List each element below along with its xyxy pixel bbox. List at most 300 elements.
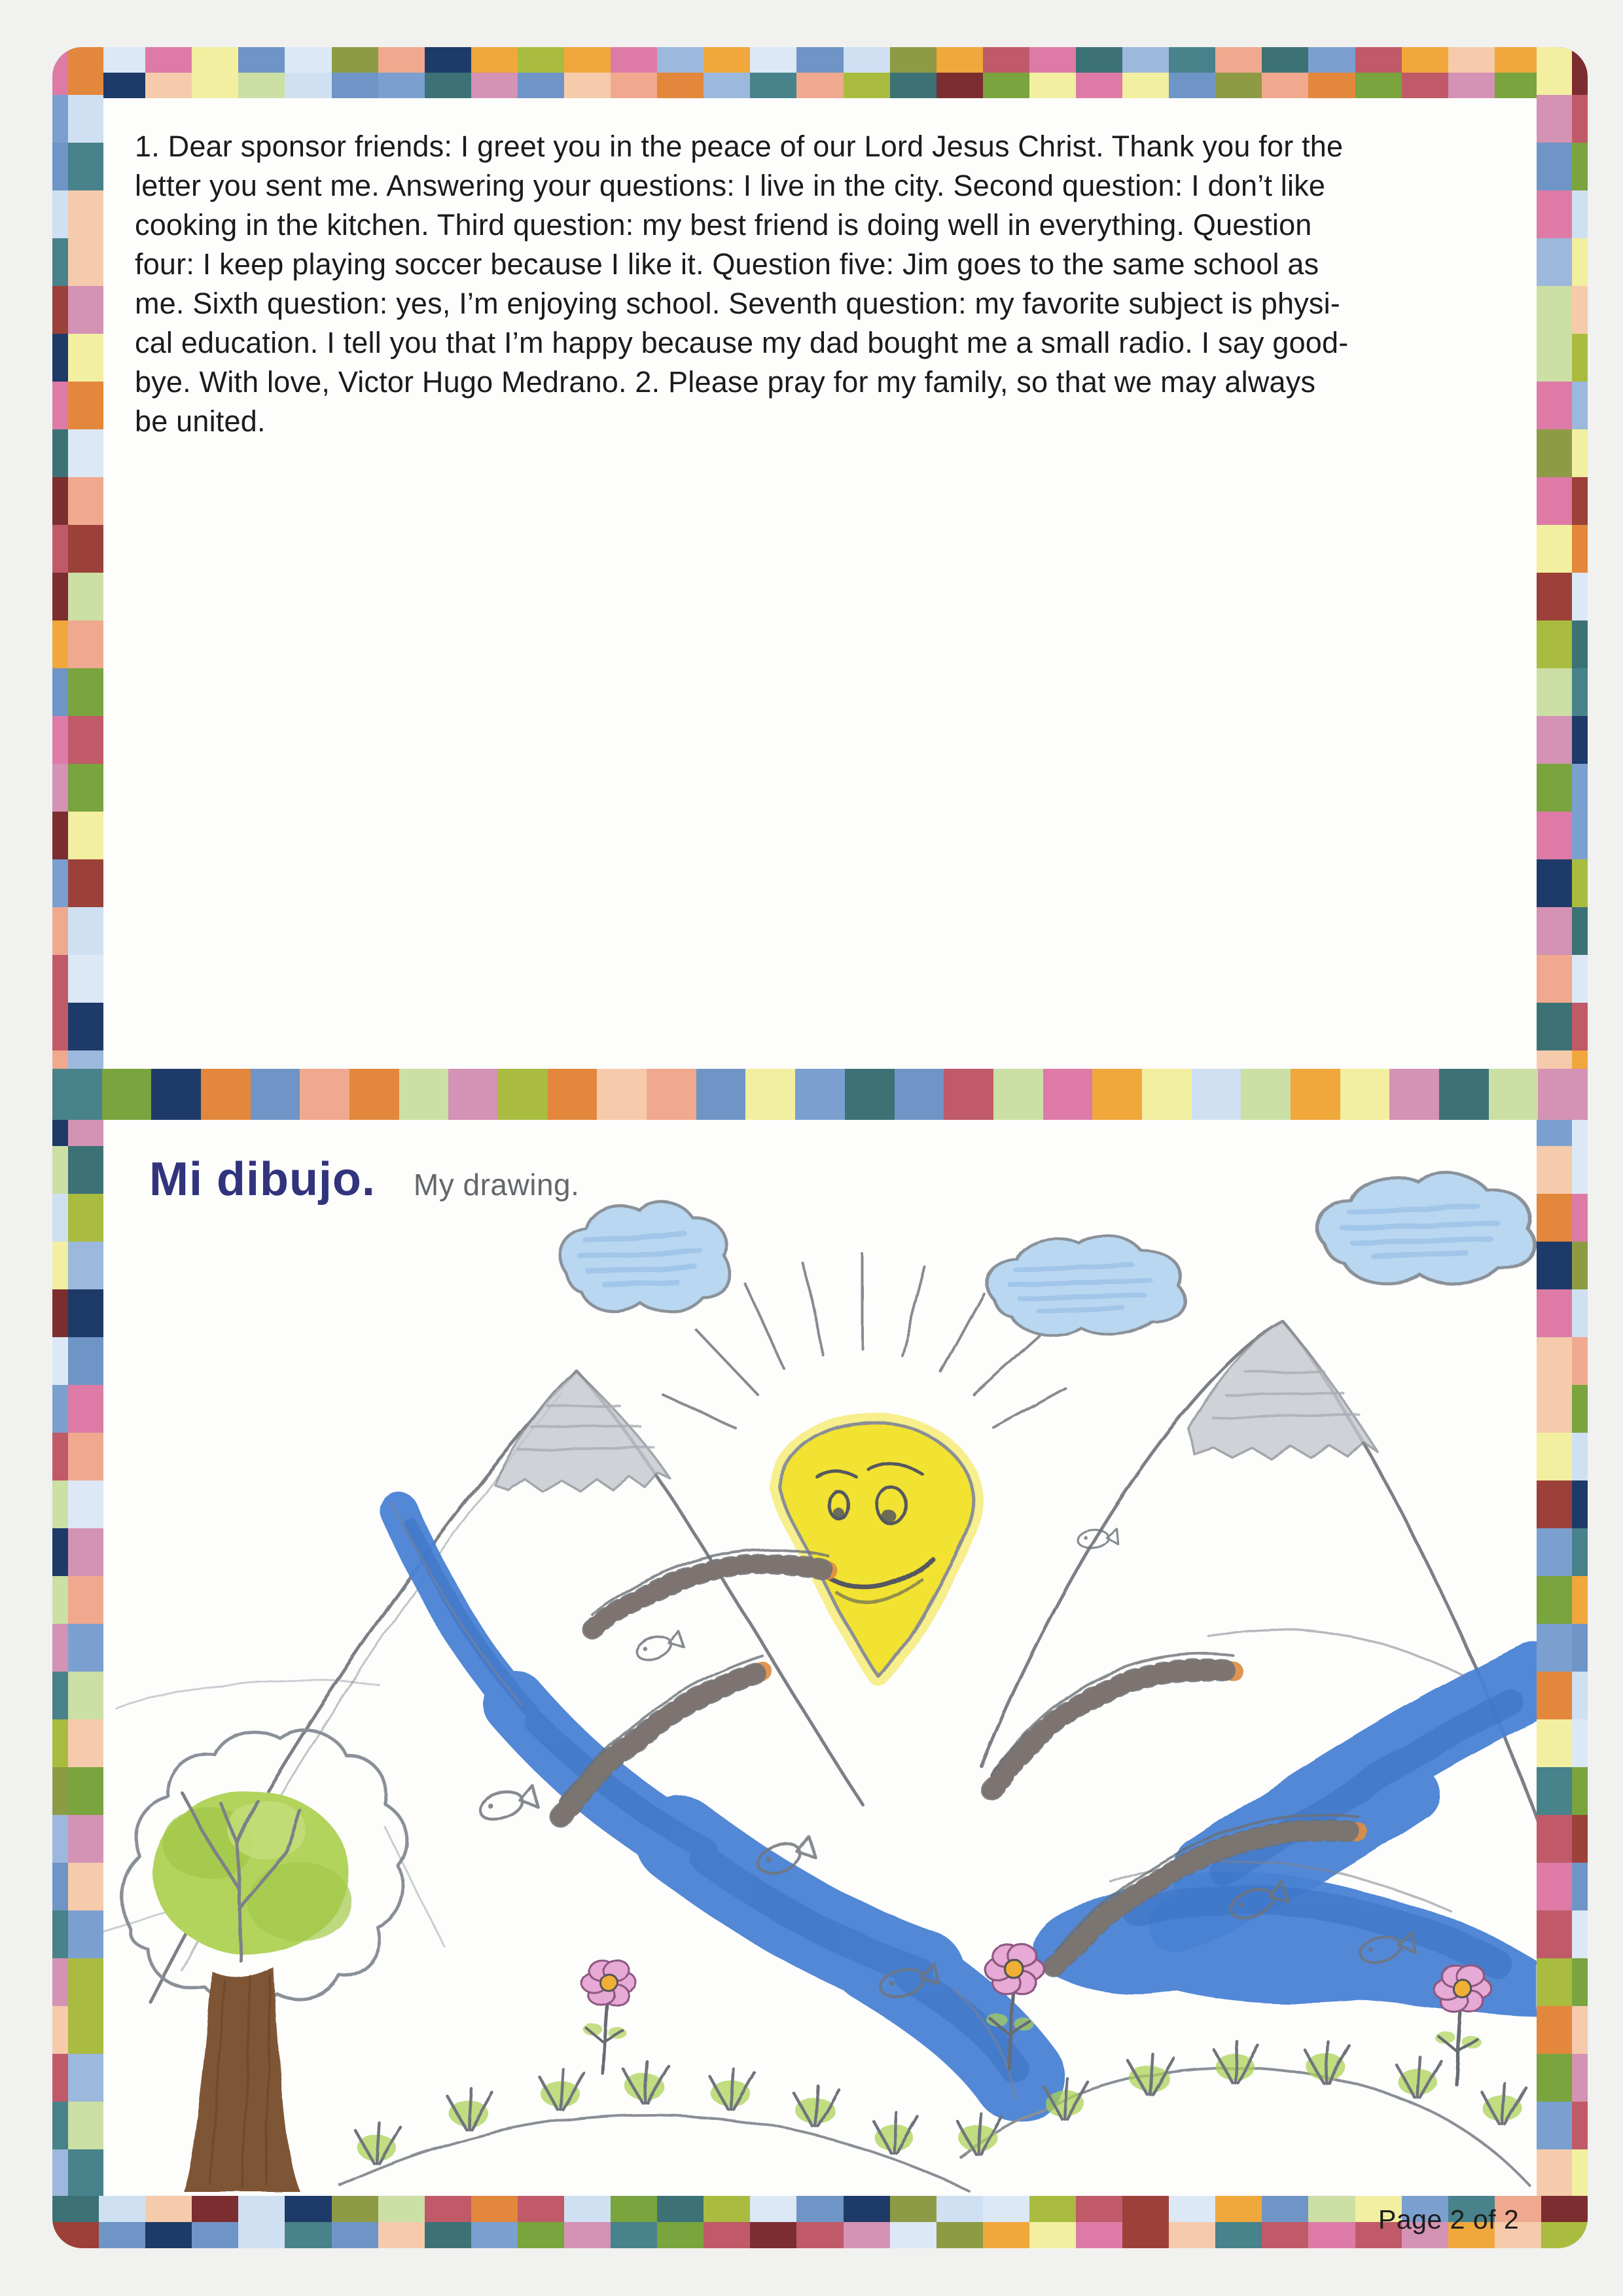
- mosaic-tile: [1495, 73, 1541, 98]
- mosaic-tile: [68, 2054, 103, 2102]
- mosaic-tile: [1537, 286, 1572, 334]
- mosaic-tile: [68, 620, 103, 668]
- mosaic-tile: [1572, 47, 1588, 95]
- mosaic-tile: [1572, 907, 1588, 955]
- mosaic-tile: [52, 764, 68, 812]
- mosaic-tile: [944, 1069, 993, 1120]
- mosaic-tile: [1537, 1289, 1572, 1337]
- mosaic-tile: [378, 2196, 425, 2222]
- mosaic-tile: [52, 1910, 68, 1958]
- mosaic-tile: [1495, 47, 1541, 73]
- mosaic-tile: [1572, 143, 1588, 190]
- mosaic-tile: [1076, 2196, 1122, 2222]
- mosaic-tile: [795, 1069, 845, 1120]
- mosaic-tile: [68, 1003, 103, 1050]
- mosaic-tile: [845, 1069, 895, 1120]
- mosaic-tile: [1537, 812, 1572, 859]
- mosaic-tile: [1537, 1480, 1572, 1528]
- mosaic-tile: [68, 47, 103, 95]
- letter-panel: [103, 98, 1537, 1069]
- mosaic-tile: [1537, 1767, 1572, 1815]
- letter-card: [52, 47, 1588, 2248]
- mosaic-tile: [1537, 668, 1572, 716]
- mosaic-tile: [796, 73, 843, 98]
- mosaic-tile: [471, 47, 518, 73]
- mosaic-tile: [52, 1719, 68, 1767]
- mosaic-divider-band: [52, 1069, 1588, 1120]
- mosaic-tile: [192, 2196, 238, 2222]
- mosaic-tile: [890, 47, 936, 73]
- mosaic-tile: [425, 2222, 471, 2248]
- mosaic-tile: [1029, 2222, 1076, 2248]
- mosaic-tile: [548, 1069, 597, 1120]
- mosaic-tile: [1572, 190, 1588, 238]
- mosaic-tile: [52, 812, 68, 859]
- mosaic-tile: [52, 1863, 68, 1910]
- mosaic-tile: [52, 2149, 68, 2197]
- mosaic-tile: [52, 47, 68, 95]
- mosaic-tile: [1537, 1958, 1572, 2006]
- drawing-hills: [340, 2067, 1537, 2193]
- mosaic-tile: [844, 2196, 890, 2222]
- mosaic-tile: [52, 2222, 99, 2248]
- drawing-header: [149, 1153, 579, 1206]
- mosaic-tile: [68, 907, 103, 955]
- mosaic-tile: [52, 1576, 68, 1624]
- mosaic-tile: [68, 1480, 103, 1528]
- mosaic-tile: [68, 812, 103, 859]
- mosaic-tile: [983, 2196, 1029, 2222]
- mosaic-tile: [1402, 73, 1448, 98]
- mosaic-tile: [611, 47, 657, 73]
- mosaic-tile: [99, 47, 145, 73]
- mosaic-tile: [1541, 2222, 1588, 2248]
- mosaic-border-bottom: [52, 2196, 1588, 2248]
- drawing-cloud-middle: [987, 1236, 1184, 1335]
- mosaic-tile: [68, 1672, 103, 1719]
- mosaic-tile: [52, 2102, 68, 2149]
- mosaic-tile: [68, 1528, 103, 1576]
- mosaic-tile: [68, 668, 103, 716]
- mosaic-tile: [1572, 334, 1588, 382]
- mosaic-tile: [68, 1958, 103, 2006]
- mosaic-tile: [52, 429, 68, 477]
- mosaic-tile: [1572, 1433, 1588, 1480]
- page-number-label: Page 2 of 2: [1378, 2204, 1520, 2234]
- mosaic-tile: [378, 2222, 425, 2248]
- mosaic-tile: [52, 525, 68, 573]
- mosaic-tile: [647, 1069, 696, 1120]
- mosaic-tile: [52, 2196, 99, 2222]
- mosaic-tile: [52, 95, 68, 143]
- mosaic-tile: [68, 1719, 103, 1767]
- mosaic-tile: [1537, 1003, 1572, 1050]
- mosaic-tile: [1572, 1958, 1588, 2006]
- mosaic-tile: [1402, 47, 1448, 73]
- mosaic-tile: [471, 73, 518, 98]
- mosaic-tile: [52, 1624, 68, 1672]
- mosaic-tile: [1537, 1910, 1572, 1958]
- child-crayon-drawing: [103, 1120, 1537, 2196]
- mosaic-tile: [285, 2222, 331, 2248]
- mosaic-tile: [68, 334, 103, 382]
- mosaic-tile: [448, 1069, 498, 1120]
- mosaic-tile: [983, 47, 1029, 73]
- mosaic-tile: [52, 1003, 68, 1050]
- mosaic-tile: [1169, 2222, 1215, 2248]
- mosaic-tile: [1572, 286, 1588, 334]
- mosaic-tile: [52, 1146, 68, 1194]
- mosaic-tile: [518, 2196, 564, 2222]
- mosaic-tile: [564, 2196, 611, 2222]
- mosaic-tile: [99, 2222, 145, 2248]
- mosaic-tile: [1537, 620, 1572, 668]
- mosaic-tile: [750, 2196, 796, 2222]
- mosaic-tile: [52, 859, 68, 907]
- mosaic-tile: [564, 2222, 611, 2248]
- mosaic-tile: [1537, 429, 1572, 477]
- mosaic-tile: [1572, 1385, 1588, 1433]
- mosaic-tile: [52, 668, 68, 716]
- mosaic-tile: [332, 2196, 378, 2222]
- mosaic-tile: [52, 1242, 68, 1289]
- mosaic-tile: [704, 2222, 750, 2248]
- mosaic-tile: [99, 2196, 145, 2222]
- mosaic-tile: [68, 1289, 103, 1337]
- mosaic-tile: [68, 1337, 103, 1385]
- mosaic-tile: [1355, 47, 1402, 73]
- mosaic-tile: [68, 2006, 103, 2054]
- mosaic-tile: [1291, 1069, 1340, 1120]
- mosaic-tile: [1076, 2222, 1122, 2248]
- mosaic-tile: [52, 716, 68, 764]
- mosaic-tile: [936, 73, 983, 98]
- mosaic-tile: [52, 286, 68, 334]
- mosaic-tile: [895, 1069, 944, 1120]
- mosaic-tile: [844, 2222, 890, 2248]
- drawing-tree: [122, 1731, 407, 2191]
- drawing-cloud-right: [1317, 1174, 1535, 1283]
- mosaic-tile: [399, 1069, 449, 1120]
- mosaic-tile: [796, 47, 843, 73]
- mosaic-border-top: [52, 47, 1588, 98]
- mosaic-tile: [1537, 143, 1572, 190]
- mosaic-tile: [1537, 859, 1572, 907]
- mosaic-tile: [518, 47, 564, 73]
- mosaic-tile: [1572, 716, 1588, 764]
- mosaic-tile: [285, 47, 331, 73]
- mosaic-tile: [1537, 1528, 1572, 1576]
- letter-line: me. Sixth question: yes, I’m enjoying school. Seventh question: my favorite subject is physi-: [135, 287, 1340, 320]
- mosaic-border-left: [52, 47, 103, 2248]
- mosaic-tile: [657, 2196, 704, 2222]
- mosaic-tile: [611, 2222, 657, 2248]
- mosaic-tile: [1169, 47, 1215, 73]
- mosaic-tile: [52, 1194, 68, 1242]
- mosaic-tile: [1572, 2102, 1588, 2149]
- mosaic-tile: [68, 1624, 103, 1672]
- mosaic-tile: [1122, 2222, 1169, 2248]
- mosaic-tile: [1439, 1069, 1489, 1120]
- mosaic-tile: [1537, 955, 1572, 1003]
- mosaic-tile: [936, 2196, 983, 2222]
- mosaic-tile: [704, 73, 750, 98]
- mosaic-tile: [611, 2196, 657, 2222]
- mosaic-tile: [1537, 2102, 1572, 2149]
- mosaic-tile: [1572, 525, 1588, 573]
- mosaic-tile: [52, 1767, 68, 1815]
- mosaic-tile: [1122, 73, 1169, 98]
- mosaic-tile: [1537, 1624, 1572, 1672]
- mosaic-tile: [425, 47, 471, 73]
- mosaic-tile: [1537, 382, 1572, 429]
- mosaic-tile: [52, 477, 68, 525]
- mosaic-tile: [1092, 1069, 1142, 1120]
- mosaic-tile: [1572, 1672, 1588, 1719]
- mosaic-tile: [68, 429, 103, 477]
- mosaic-tile: [1029, 2196, 1076, 2222]
- mosaic-tile: [1572, 1480, 1588, 1528]
- mosaic-tile: [890, 73, 936, 98]
- mosaic-tile: [52, 1815, 68, 1863]
- mosaic-tile: [68, 764, 103, 812]
- mosaic-tile: [1537, 1576, 1572, 1624]
- bridge-arc: [991, 1654, 1234, 1789]
- mosaic-tile: [238, 47, 285, 73]
- mosaic-tile: [1537, 1194, 1572, 1242]
- mosaic-tile: [145, 47, 192, 73]
- mosaic-tile: [1572, 1624, 1588, 1672]
- mosaic-tile: [1537, 716, 1572, 764]
- snow-cap-right: [1188, 1321, 1378, 1460]
- mosaic-tile: [704, 2196, 750, 2222]
- mosaic-tile: [68, 1433, 103, 1480]
- mosaic-tile: [378, 73, 425, 98]
- mosaic-tile: [1572, 1528, 1588, 1576]
- drawing-panel: [103, 1120, 1537, 2196]
- mosaic-tile: [936, 2222, 983, 2248]
- mosaic-tile: [1215, 73, 1262, 98]
- mosaic-tile: [704, 47, 750, 73]
- mosaic-tile: [471, 2196, 518, 2222]
- mosaic-tile: [1572, 1003, 1588, 1050]
- bridge-arc: [592, 1550, 828, 1629]
- drawing-title-english: My drawing.: [413, 1168, 580, 1202]
- drawing-sun: [779, 1422, 974, 1677]
- mosaic-tile: [1537, 1337, 1572, 1385]
- mosaic-tile: [1537, 1863, 1572, 1910]
- mosaic-tile: [68, 1767, 103, 1815]
- mosaic-tile: [1572, 2054, 1588, 2102]
- mosaic-tile: [68, 238, 103, 286]
- mosaic-tile: [102, 1069, 152, 1120]
- mosaic-tile: [68, 1385, 103, 1433]
- mosaic-tile: [1537, 2054, 1572, 2102]
- mosaic-tile: [300, 1069, 349, 1120]
- tree-trunk: [183, 1967, 300, 2191]
- mosaic-tile: [1308, 73, 1355, 98]
- mosaic-tile: [1262, 2222, 1308, 2248]
- mosaic-tile: [657, 73, 704, 98]
- mosaic-tile: [1448, 47, 1495, 73]
- mosaic-tile: [471, 2222, 518, 2248]
- mosaic-tile: [1537, 47, 1572, 95]
- mosaic-tile: [1572, 859, 1588, 907]
- mosaic-tile: [1169, 2196, 1215, 2222]
- mosaic-tile: [285, 73, 331, 98]
- mosaic-tile: [1043, 1069, 1093, 1120]
- mosaic-tile: [52, 955, 68, 1003]
- mosaic-tile: [1537, 477, 1572, 525]
- mosaic-tile: [597, 1069, 647, 1120]
- mosaic-tile: [425, 2196, 471, 2222]
- mosaic-tile: [1541, 2196, 1588, 2222]
- mosaic-tile: [52, 1337, 68, 1385]
- mosaic-tile: [1537, 1242, 1572, 1289]
- mosaic-tile: [68, 525, 103, 573]
- letter-line: 1. Dear sponsor friends: I greet you in the peace of our Lord Jesus Christ. Thank you for the: [135, 130, 1344, 163]
- letter-line: be united.: [135, 404, 266, 438]
- mosaic-tile: [657, 47, 704, 73]
- mosaic-tile: [68, 1815, 103, 1863]
- mosaic-tile: [68, 1863, 103, 1910]
- mosaic-tile: [844, 47, 890, 73]
- drawing-cloud-left: [560, 1202, 730, 1312]
- mosaic-tile: [68, 477, 103, 525]
- mosaic-tile: [1489, 1069, 1539, 1120]
- mosaic-tile: [68, 716, 103, 764]
- mosaic-tile: [52, 1433, 68, 1480]
- mosaic-tile: [1215, 2196, 1262, 2222]
- mosaic-tile: [52, 1385, 68, 1433]
- mosaic-tile: [1572, 95, 1588, 143]
- mosaic-tile: [1537, 907, 1572, 955]
- mosaic-tile: [52, 190, 68, 238]
- mosaic-tile: [936, 47, 983, 73]
- mosaic-tile: [1355, 73, 1402, 98]
- mosaic-tile: [52, 143, 68, 190]
- mosaic-tile: [1537, 525, 1572, 573]
- mosaic-tile: [1537, 190, 1572, 238]
- mosaic-tile: [1262, 2196, 1308, 2222]
- mosaic-tile: [68, 190, 103, 238]
- mosaic-tile: [564, 73, 611, 98]
- mosaic-tile: [1448, 73, 1495, 98]
- mosaic-tile: [796, 2222, 843, 2248]
- mosaic-tile: [1537, 1672, 1572, 1719]
- mosaic-tile: [1537, 2149, 1572, 2197]
- mosaic-tile: [844, 73, 890, 98]
- mosaic-tile: [349, 1069, 399, 1120]
- mosaic-tile: [1308, 2196, 1355, 2222]
- mosaic-tile: [1340, 1069, 1390, 1120]
- letter-line: cooking in the kitchen. Third question: my best friend is doing well in everything. Question: [135, 208, 1312, 242]
- mosaic-tile: [68, 1242, 103, 1289]
- mosaic-tile: [993, 1069, 1043, 1120]
- mosaic-tile: [68, 1146, 103, 1194]
- mosaic-tile: [1537, 1815, 1572, 1863]
- mosaic-tile: [1572, 573, 1588, 620]
- mosaic-tile: [745, 1069, 795, 1120]
- mosaic-tile: [238, 2222, 285, 2248]
- mosaic-tile: [1572, 955, 1588, 1003]
- mosaic-tile: [1537, 573, 1572, 620]
- mosaic-tile: [332, 47, 378, 73]
- mosaic-tile: [1572, 1910, 1588, 1958]
- mosaic-tile: [332, 73, 378, 98]
- mosaic-tile: [1572, 1146, 1588, 1194]
- mosaic-tile: [52, 2054, 68, 2102]
- mosaic-tile: [145, 2222, 192, 2248]
- mosaic-tile: [1537, 1719, 1572, 1767]
- mosaic-tile: [68, 382, 103, 429]
- mosaic-tile: [52, 334, 68, 382]
- mosaic-tile: [1169, 73, 1215, 98]
- mosaic-tile: [52, 2006, 68, 2054]
- mosaic-tile: [1572, 764, 1588, 812]
- mosaic-tile: [1572, 2006, 1588, 2054]
- mosaic-tile: [1572, 1815, 1588, 1863]
- mosaic-tile: [1572, 1242, 1588, 1289]
- letter-line: letter you sent me. Answering your questions: I live in the city. Second question: I don’t like: [135, 169, 1326, 202]
- letter-line: bye. With love, Victor Hugo Medrano. 2. Please pray for my family, so that we may always: [135, 365, 1316, 399]
- mosaic-tile: [750, 2222, 796, 2248]
- mosaic-tile: [52, 1528, 68, 1576]
- mosaic-tile: [68, 955, 103, 1003]
- mosaic-tile: [611, 73, 657, 98]
- mosaic-tile: [52, 382, 68, 429]
- mosaic-tile: [52, 1480, 68, 1528]
- mosaic-tile: [52, 1672, 68, 1719]
- mosaic-tile: [192, 2222, 238, 2248]
- letter-text: [135, 127, 1510, 441]
- mosaic-tile: [1076, 47, 1122, 73]
- drawing-title-spanish: Mi dibujo.: [149, 1153, 376, 1206]
- mosaic-tile: [1215, 2222, 1262, 2248]
- mosaic-tile: [251, 1069, 300, 1120]
- mosaic-tile: [52, 907, 68, 955]
- mosaic-tile: [1538, 1069, 1588, 1120]
- mosaic-tile: [1537, 1385, 1572, 1433]
- mosaic-tile: [151, 1069, 201, 1120]
- mosaic-tile: [1572, 1289, 1588, 1337]
- mosaic-tile: [1029, 73, 1076, 98]
- mosaic-tile: [1572, 620, 1588, 668]
- mosaic-tile: [201, 1069, 251, 1120]
- mosaic-tile: [192, 47, 238, 73]
- mosaic-tile: [696, 1069, 746, 1120]
- mosaic-tile: [1572, 1337, 1588, 1385]
- mosaic-tile: [1308, 2222, 1355, 2248]
- letter-line: four: I keep playing soccer because I like it. Question five: Jim goes to the same school as: [135, 247, 1319, 281]
- mosaic-tile: [68, 1910, 103, 1958]
- mosaic-tile: [1029, 47, 1076, 73]
- mosaic-tile: [890, 2222, 936, 2248]
- mosaic-tile: [1308, 47, 1355, 73]
- mosaic-tile: [145, 73, 192, 98]
- mosaic-tile: [52, 238, 68, 286]
- mosaic-tile: [1572, 1719, 1588, 1767]
- mosaic-tile: [1572, 2149, 1588, 2197]
- mosaic-tile: [1241, 1069, 1291, 1120]
- mosaic-tile: [1537, 238, 1572, 286]
- mosaic-tile: [68, 286, 103, 334]
- mosaic-tile: [1389, 1069, 1439, 1120]
- mosaic-tile: [1572, 1576, 1588, 1624]
- mosaic-tile: [52, 620, 68, 668]
- mosaic-tile: [796, 2196, 843, 2222]
- mosaic-tile: [99, 73, 145, 98]
